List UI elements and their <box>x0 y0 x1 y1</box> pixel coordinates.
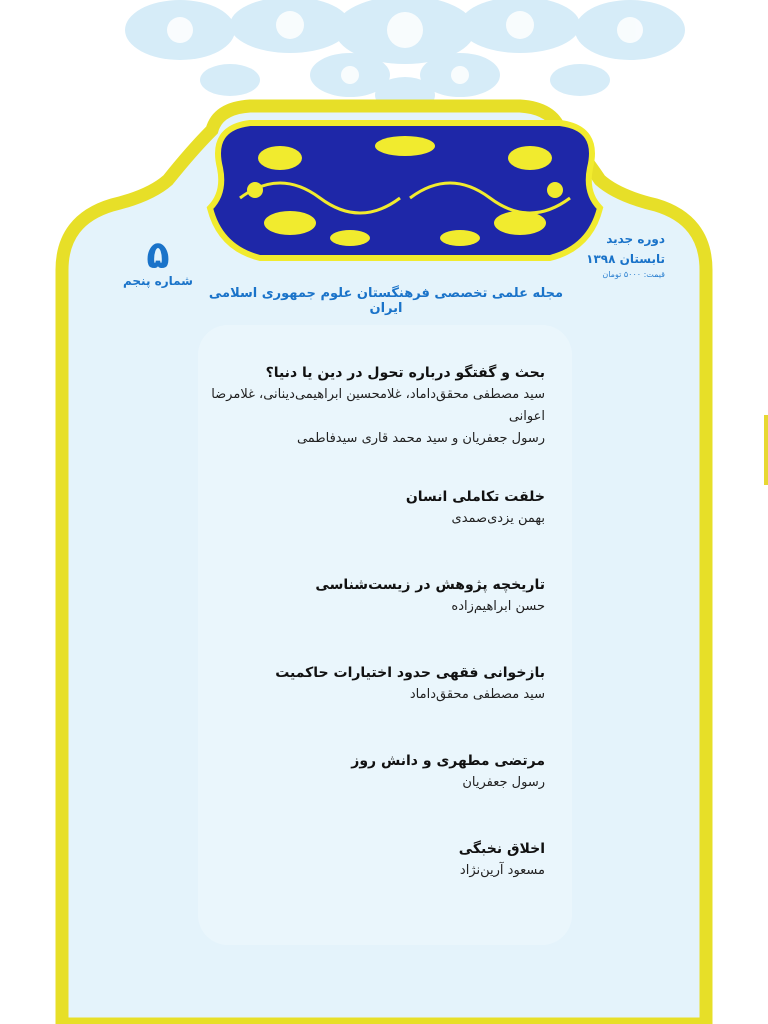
article-title: بحث و گفتگو درباره تحول در دین یا دنیا؟ <box>265 365 545 381</box>
journal-subtitle: مجله علمی تخصصی فرهنگستان علوم جمهوری اسلامی ایران <box>208 286 564 316</box>
journal-logo <box>200 108 610 278</box>
toc-item <box>200 838 545 882</box>
issue-label: شماره پنجم <box>123 274 193 288</box>
article-authors: بهمن یزدی‌صمدی <box>451 511 545 526</box>
price-label: قیمت: ۵۰۰۰ تومان <box>602 270 665 279</box>
article-title: خلقت تکاملی انسان <box>405 489 545 505</box>
issue-number: ۵ <box>146 233 170 277</box>
toc-item <box>200 362 545 450</box>
toc-item <box>200 486 545 530</box>
issue-number-block <box>118 233 198 288</box>
edge-marker <box>764 415 768 485</box>
article-authors: رسول جعفریان و سید محمد قاری سیدفاطمی <box>296 431 545 446</box>
article-authors: مسعود آرین‌نژاد <box>459 863 545 878</box>
series-label: دوره جدید <box>606 232 665 246</box>
article-title: تاریخچه پژوهش در زیست‌شناسی <box>315 577 545 593</box>
toc-item <box>200 574 545 618</box>
article-title: بازخوانی فقهی حدود اختیارات حاکمیت <box>275 665 545 681</box>
article-title: مرتضی مطهری و دانش روز <box>351 753 545 769</box>
article-authors: رسول جعفریان <box>462 775 545 790</box>
article-authors: سید مصطفی محقق‌داماد، غلامحسین ابراهیمی‌دینانی، غلامرضا اعوانی <box>211 387 545 424</box>
article-authors: سید مصطفی محقق‌داماد <box>409 687 545 702</box>
issue-meta <box>585 232 665 279</box>
toc-item <box>200 662 545 706</box>
article-authors: حسن ابراهیم‌زاده <box>451 599 545 614</box>
table-of-contents <box>200 362 545 882</box>
toc-item <box>200 750 545 794</box>
season-label: تابستان ۱۳۹۸ <box>586 252 665 266</box>
article-title: اخلاق نخبگی <box>458 841 545 857</box>
